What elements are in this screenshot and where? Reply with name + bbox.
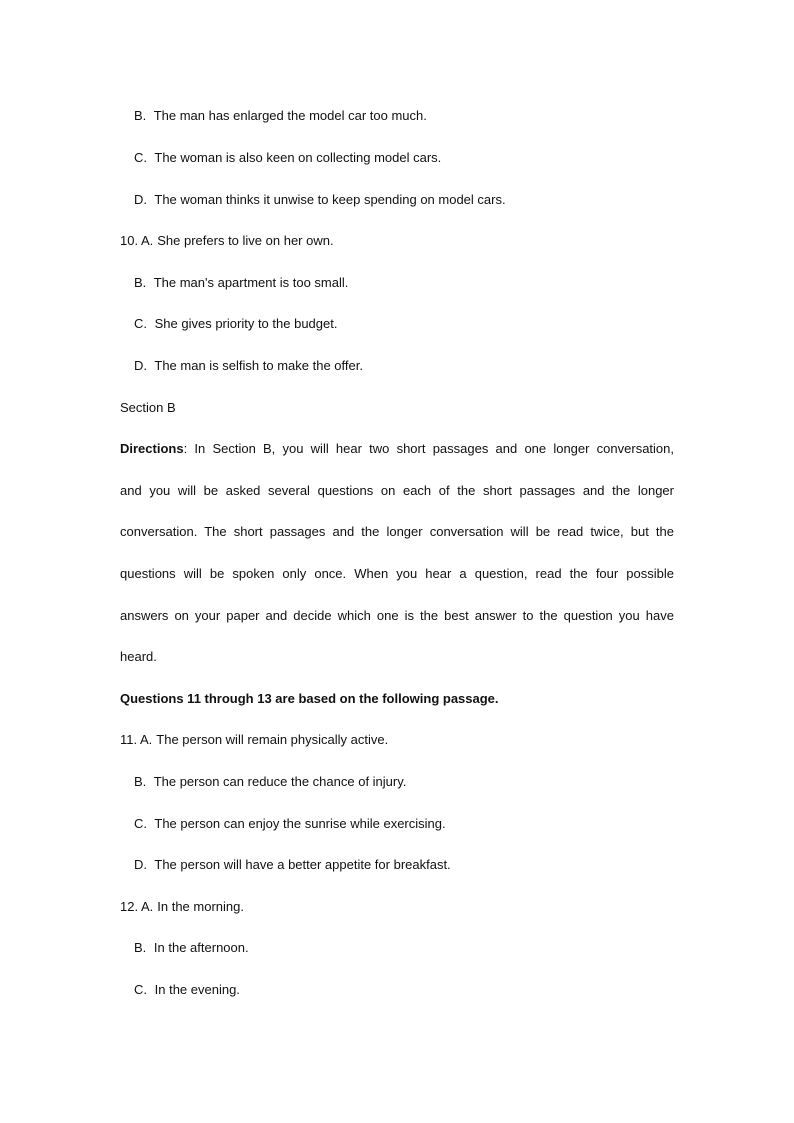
option-text: In the morning. <box>157 899 244 914</box>
option-text: She prefers to live on her own. <box>157 233 334 248</box>
q12-option-a <box>120 899 244 915</box>
option-letter: D. <box>134 358 147 373</box>
q11-option-a <box>120 732 388 748</box>
q11-option-b <box>134 774 406 790</box>
option-text: The man's apartment is too small. <box>153 275 349 290</box>
option-letter: C. <box>134 816 147 831</box>
question-number: 12. A. <box>120 899 154 914</box>
q10-option-c <box>134 316 337 332</box>
passage-intro: Questions 11 through 13 are based on the following passage. <box>120 691 499 706</box>
directions-line: conversation. The short passages and the longer conversation will be read twice, but the <box>120 524 674 539</box>
option-text: She gives priority to the budget. <box>154 316 338 331</box>
q10-option-b <box>134 275 348 291</box>
directions-line <box>120 441 674 457</box>
option-text: The person can enjoy the sunrise while exercising. <box>154 816 446 831</box>
q10-option-d <box>134 358 363 374</box>
option-text: The person can reduce the chance of injury. <box>153 774 407 789</box>
option-text: In the afternoon. <box>153 940 249 955</box>
q9-option-d <box>134 192 506 208</box>
directions-line: questions will be spoken only once. When you hear a question, read the four possible <box>120 566 674 581</box>
option-text: The woman thinks it unwise to keep spending on model cars. <box>154 192 506 207</box>
q12-option-c <box>134 982 240 998</box>
question-number: 10. A. <box>120 233 154 248</box>
option-text: The person will have a better appetite for breakfast. <box>154 857 451 872</box>
option-letter: B. <box>134 940 147 955</box>
option-letter: D. <box>134 192 147 207</box>
question-number: 11. A. <box>120 732 153 747</box>
q11-option-c <box>134 816 446 832</box>
section-heading: Section B <box>120 400 176 415</box>
option-letter: B. <box>134 774 147 789</box>
q11-option-d <box>134 857 451 873</box>
option-text: The person will remain physically active. <box>156 732 389 747</box>
option-letter: C. <box>134 982 147 997</box>
q12-option-b <box>134 940 249 956</box>
option-letter: C. <box>134 316 147 331</box>
q9-option-b <box>134 108 427 124</box>
directions-text: : In Section B, you will hear two short passages and one longer conversation, <box>183 441 674 456</box>
option-text: The man has enlarged the model car too much. <box>153 108 427 123</box>
option-letter: B. <box>134 108 147 123</box>
q9-option-c <box>134 150 441 166</box>
option-letter: C. <box>134 150 147 165</box>
directions-line: answers on your paper and decide which one is the best answer to the question you have <box>120 608 674 623</box>
directions-line: heard. <box>120 649 157 664</box>
q10-option-a <box>120 233 334 249</box>
option-text: In the evening. <box>154 982 240 997</box>
option-text: The man is selfish to make the offer. <box>154 358 363 373</box>
option-letter: B. <box>134 275 147 290</box>
option-letter: D. <box>134 857 147 872</box>
directions-line: and you will be asked several questions on each of the short passages and the longer <box>120 483 674 498</box>
directions-label: Directions <box>120 441 184 456</box>
option-text: The woman is also keen on collecting model cars. <box>154 150 442 165</box>
